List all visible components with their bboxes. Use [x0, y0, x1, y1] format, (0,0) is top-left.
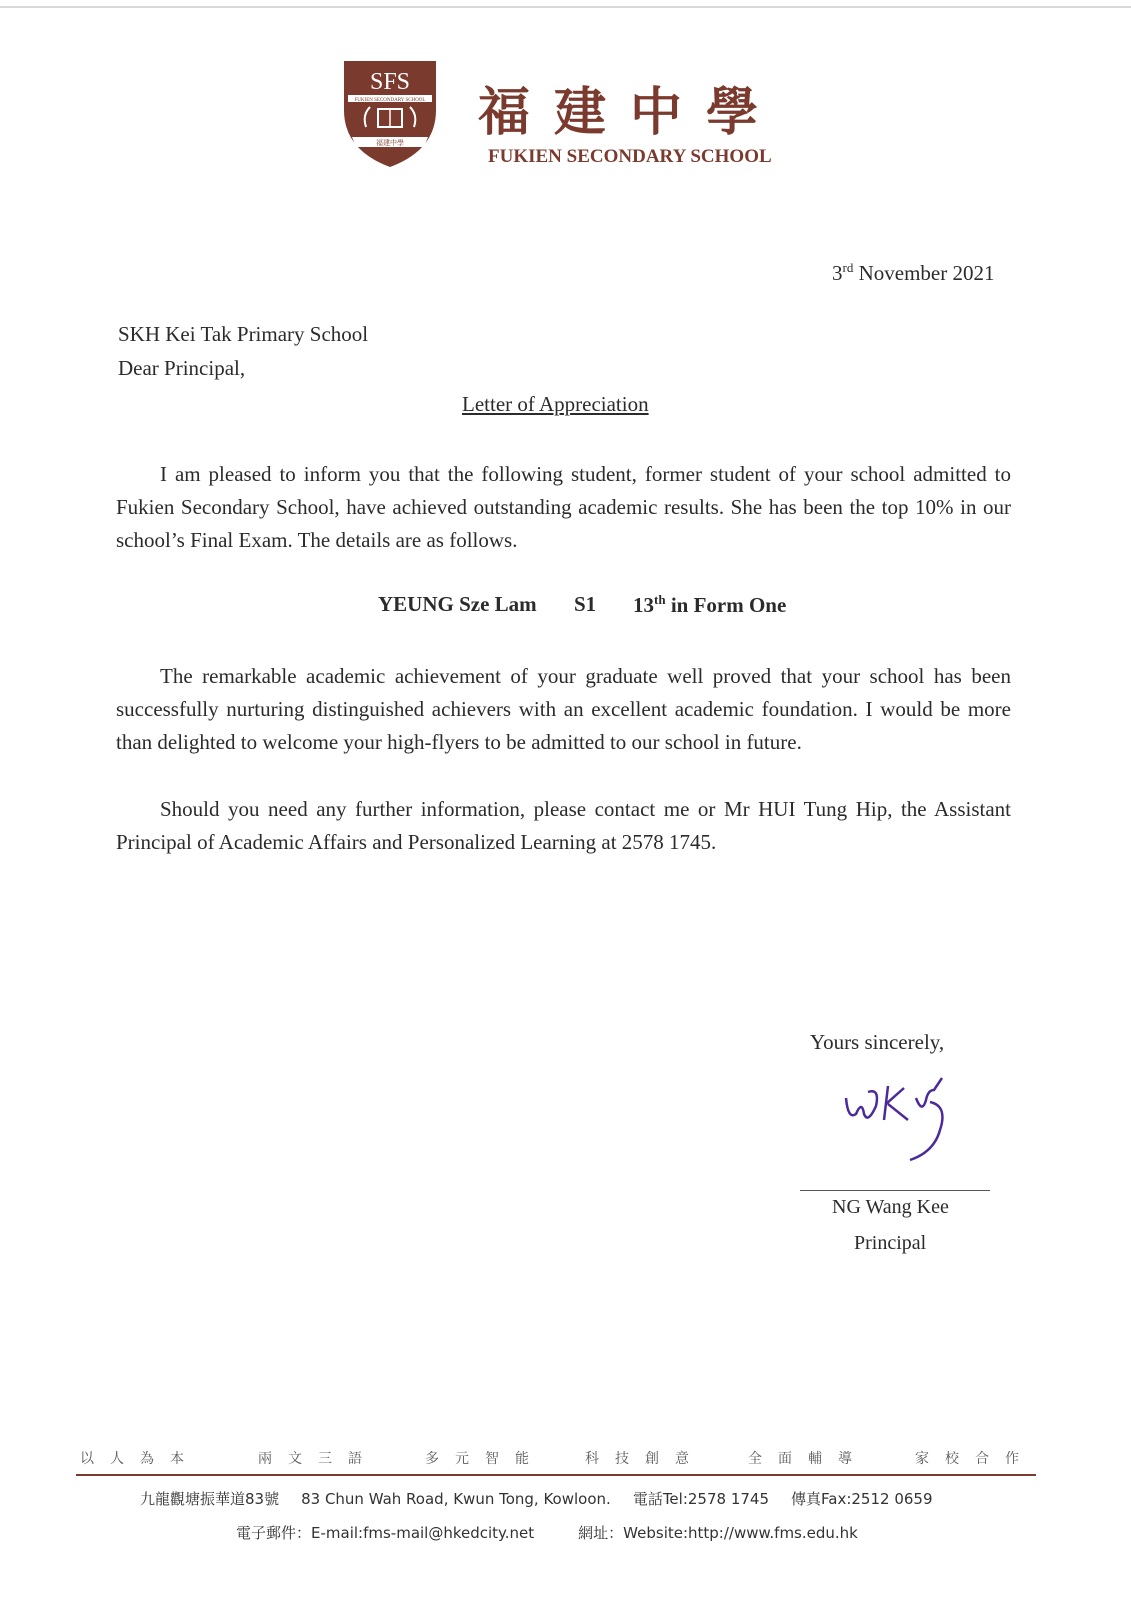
salutation: Dear Principal,	[118, 356, 246, 380]
footer-contact-line	[236, 1522, 858, 1543]
signatory-title: Principal	[854, 1232, 927, 1254]
top-border-line	[0, 6, 1131, 8]
letter-date: 3rd November 2021	[832, 260, 995, 285]
handwritten-signature	[838, 1070, 978, 1170]
school-name-chinese: 福建中學	[478, 83, 783, 143]
address-chinese: 九龍觀塘振華道83號	[140, 1490, 280, 1508]
paragraph-contact: Should you need any further information, please contact me or Mr HUI Tung Hip, the Assistant Principal of Academic Affairs and Personalized Learning at 2578 1745.	[116, 797, 1011, 854]
student-class: S1	[574, 592, 597, 616]
svg-text:SFS: SFS	[369, 69, 411, 95]
svg-text:福建中學: 福建中學	[376, 139, 404, 147]
paragraph-achievement: The remarkable academic achievement of your graduate well proved that your school has been successfully nurturing distinguished achievers with an excellent academic foundation. I would be more than delighted to welcome your high-flyers to be admitted to our school in future.	[116, 664, 1011, 754]
student-rank: 13th in Form One	[633, 592, 787, 617]
footer-divider	[76, 1474, 1036, 1476]
footer-address-line	[140, 1488, 933, 1509]
motto-item: 全面輔導	[748, 1451, 868, 1467]
signatory-name: NG Wang Kee	[832, 1196, 949, 1218]
student-name: YEUNG Sze Lam	[378, 592, 537, 616]
svg-text:FUKIEN SECONDARY SCHOOL: FUKIEN SECONDARY SCHOOL	[354, 98, 426, 103]
address-english: 83 Chun Wah Road, Kwun Tong, Kowloon.	[301, 1490, 611, 1508]
telephone: 電話Tel:2578 1745	[632, 1490, 769, 1508]
motto-item: 家校合作	[915, 1451, 1035, 1467]
school-crest-logo	[340, 55, 440, 170]
email-link[interactable]: 電子郵件：E-mail:fms-mail@hkedcity.net	[236, 1524, 535, 1542]
recipient: SKH Kei Tak Primary School	[118, 322, 369, 346]
motto-item: 多元智能	[425, 1451, 545, 1467]
motto-item: 兩文三語	[258, 1451, 378, 1467]
letter-subject: Letter of Appreciation	[462, 392, 649, 416]
closing: Yours sincerely,	[810, 1030, 945, 1054]
signature-line	[800, 1190, 990, 1191]
paragraph-intro: I am pleased to inform you that the following student, former student of your school admitted to Fukien Secondary School, have achieved outstanding academic results. She has been the top 10% in our school’s Final Exam. The details are as follows.	[116, 462, 1011, 552]
website-link[interactable]: 網址：Website:http://www.fms.edu.hk	[578, 1524, 858, 1542]
school-name-english: FUKIEN SECONDARY SCHOOL	[488, 146, 772, 167]
motto-item: 科技創意	[585, 1451, 705, 1467]
motto-item: 以人為本	[80, 1451, 200, 1467]
fax: 傳真Fax:2512 0659	[791, 1490, 933, 1508]
